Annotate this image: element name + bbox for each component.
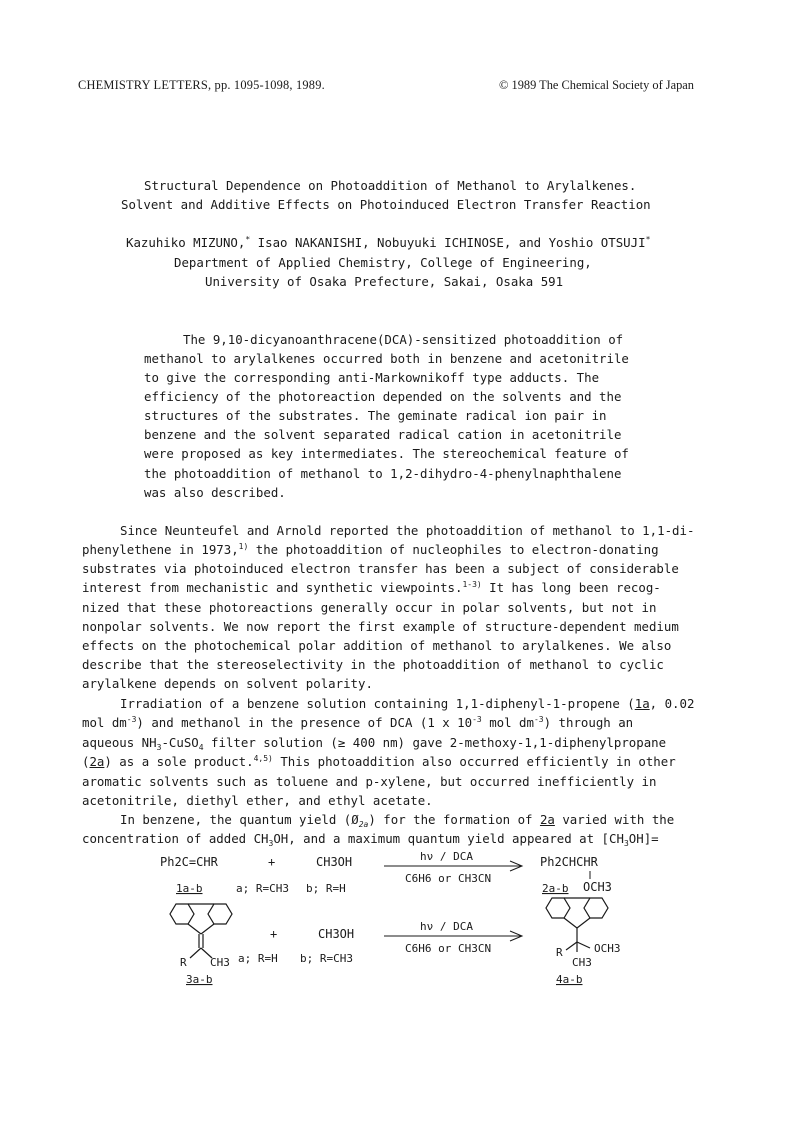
reference-4-5: 4,5)	[253, 754, 273, 763]
abstract-line: to give the corresponding anti-Markownikoff type adducts. The	[144, 370, 600, 385]
methanol-formula: CH3OH	[318, 927, 355, 941]
corresponding-mark: *	[245, 235, 251, 244]
body-line: phenylethene in 1973,$^{1)}$ the photoaddition of nucleophiles to electron-donating	[82, 542, 659, 557]
author-mizuno: Kazuhiko MIZUNO,	[126, 235, 246, 250]
methyl-label: CH3	[572, 956, 592, 969]
plus-sign: +	[268, 855, 276, 869]
methoxy-label: OCH3	[594, 942, 621, 955]
r-group-label: R	[180, 956, 187, 969]
corresponding-mark: *	[645, 235, 651, 244]
body-line: effects on the photochemical polar addition of methanol to arylalkenes. We also	[82, 638, 672, 653]
plus-sign: +	[270, 927, 278, 941]
conditions-bottom: C6H6 or CH3CN	[405, 872, 492, 885]
body-line: In benzene, the quantum yield $(Ø_{2a})$ for the formation of 2a varied with the	[120, 812, 675, 829]
abstract-line: methanol to arylalkenes occurred both in benzene and acetonitrile	[144, 351, 629, 366]
copyright-notice: © 1989 The Chemical Society of Japan	[499, 78, 695, 92]
reference-1-3: 1-3)	[462, 580, 482, 589]
product-1-substituent: OCH3	[583, 880, 612, 894]
compound-ref: 2a	[89, 754, 105, 769]
body-line: nized that these photoreactions generally occur in polar solvents, but not in	[82, 600, 657, 615]
journal-header: CHEMISTRY LETTERS, pp. 1095-1098, 1989.	[78, 78, 325, 92]
reference-1: 1)	[238, 542, 249, 551]
title-line-2: Solvent and Additive Effects on Photoinduced Electron Transfer Reaction	[121, 197, 651, 212]
body-line: concentration of added $CH_3OH$, and a maximum quantum yield appeared at $[CH_3OH]=$	[82, 831, 659, 848]
conditions-top: hν / DCA	[420, 920, 473, 933]
compound-3b-def: b; R=CH3	[300, 952, 353, 965]
product-1-formula: Ph2CHCHR	[540, 855, 598, 869]
author-others: Isao NAKANISHI, Nobuyuki ICHINOSE, and Yoshio OTSUJI	[257, 235, 646, 250]
body-line: Since Neunteufel and Arnold reported the photoaddition of methanol to 1,1-di-	[120, 523, 695, 538]
compound-1b-def: b; R=H	[306, 882, 346, 895]
title-line-1: Structural Dependence on Photoaddition of Methanol to Arylalkenes.	[144, 178, 637, 193]
abstract-line: efficiency of the photoreaction depended on the solvents and the	[144, 389, 622, 404]
body-line: aromatic solvents such as toluene and p-xylene, but occurred inefficiently in	[82, 774, 657, 789]
body-line: acetonitrile, diethyl ether, and ethyl acetate.	[82, 793, 433, 808]
conditions-top: hν / DCA	[420, 850, 473, 863]
compound-3a-def: a; R=H	[238, 952, 278, 965]
compound-ref: 1a	[634, 696, 650, 711]
abstract-line: the photoaddition of methanol to 1,2-dihydro-4-phenylnaphthalene	[144, 466, 622, 481]
r-group-label: R	[556, 946, 563, 959]
compound-label-2ab: 2a-b	[542, 882, 569, 895]
methyl-label: CH3	[210, 956, 230, 969]
conditions-bottom: C6H6 or CH3CN	[405, 942, 492, 955]
body-line: arylalkene depends on solvent polarity.	[82, 676, 373, 691]
body-line: aqueous $NH_3-CuSO_4$ filter solution (≥ 400 nm) gave 2-methoxy-1,1-diphenylpropane	[82, 735, 667, 752]
body-line: nonpolar solvents. We now report the first example of structure-dependent medium	[82, 619, 679, 634]
compound-ref: 2a	[539, 812, 555, 827]
affiliation-line-2: University of Osaka Prefecture, Sakai, Osaka 591	[205, 274, 564, 289]
compound-label-1ab: 1a-b	[176, 882, 203, 895]
body-line: substrates via photoinduced electron transfer has been a subject of considerable	[82, 561, 679, 576]
abstract-line: The 9,10-dicyanoanthracene(DCA)-sensitized photoaddition of	[183, 332, 624, 347]
body-line: (2a) as a sole product.$^{4,5)}$ This photoaddition also occurred efficiently in other	[82, 754, 676, 769]
abstract-line: benzene and the solvent separated radical cation in acetonitrile	[144, 427, 622, 442]
abstract-line: structures of the substrates. The geminate radical ion pair in	[144, 408, 607, 423]
reactant-1-formula: Ph2C=CHR	[160, 855, 218, 869]
body-line: Irradiation of a benzene solution containing 1,1-diphenyl-1-propene (1a, 0.02	[120, 696, 695, 711]
methanol-formula: CH3OH	[316, 855, 353, 869]
fluorene-structure-reactant	[170, 904, 232, 958]
body-line: mol $dm^{-3}$) and methanol in the presence of DCA (1 x $10^{-3}$ mol $dm^{-3}$) through an	[82, 715, 634, 730]
body-line: describe that the stereoselectivity in the photoaddition of methanol to cyclic	[82, 657, 664, 672]
compound-label-4ab: 4a-b	[556, 973, 583, 986]
abstract-line: was also described.	[144, 485, 286, 500]
compound-1a-def: a; R=CH3	[236, 882, 289, 895]
body-line: interest from mechanistic and synthetic viewpoints.$^{1-3)}$ It has long been recog-	[82, 580, 661, 595]
abstract-line: were proposed as key intermediates. The stereochemical feature of	[144, 446, 629, 461]
compound-label-3ab: 3a-b	[186, 973, 213, 986]
affiliation-line-1: Department of Applied Chemistry, College of Engineering,	[174, 255, 592, 270]
